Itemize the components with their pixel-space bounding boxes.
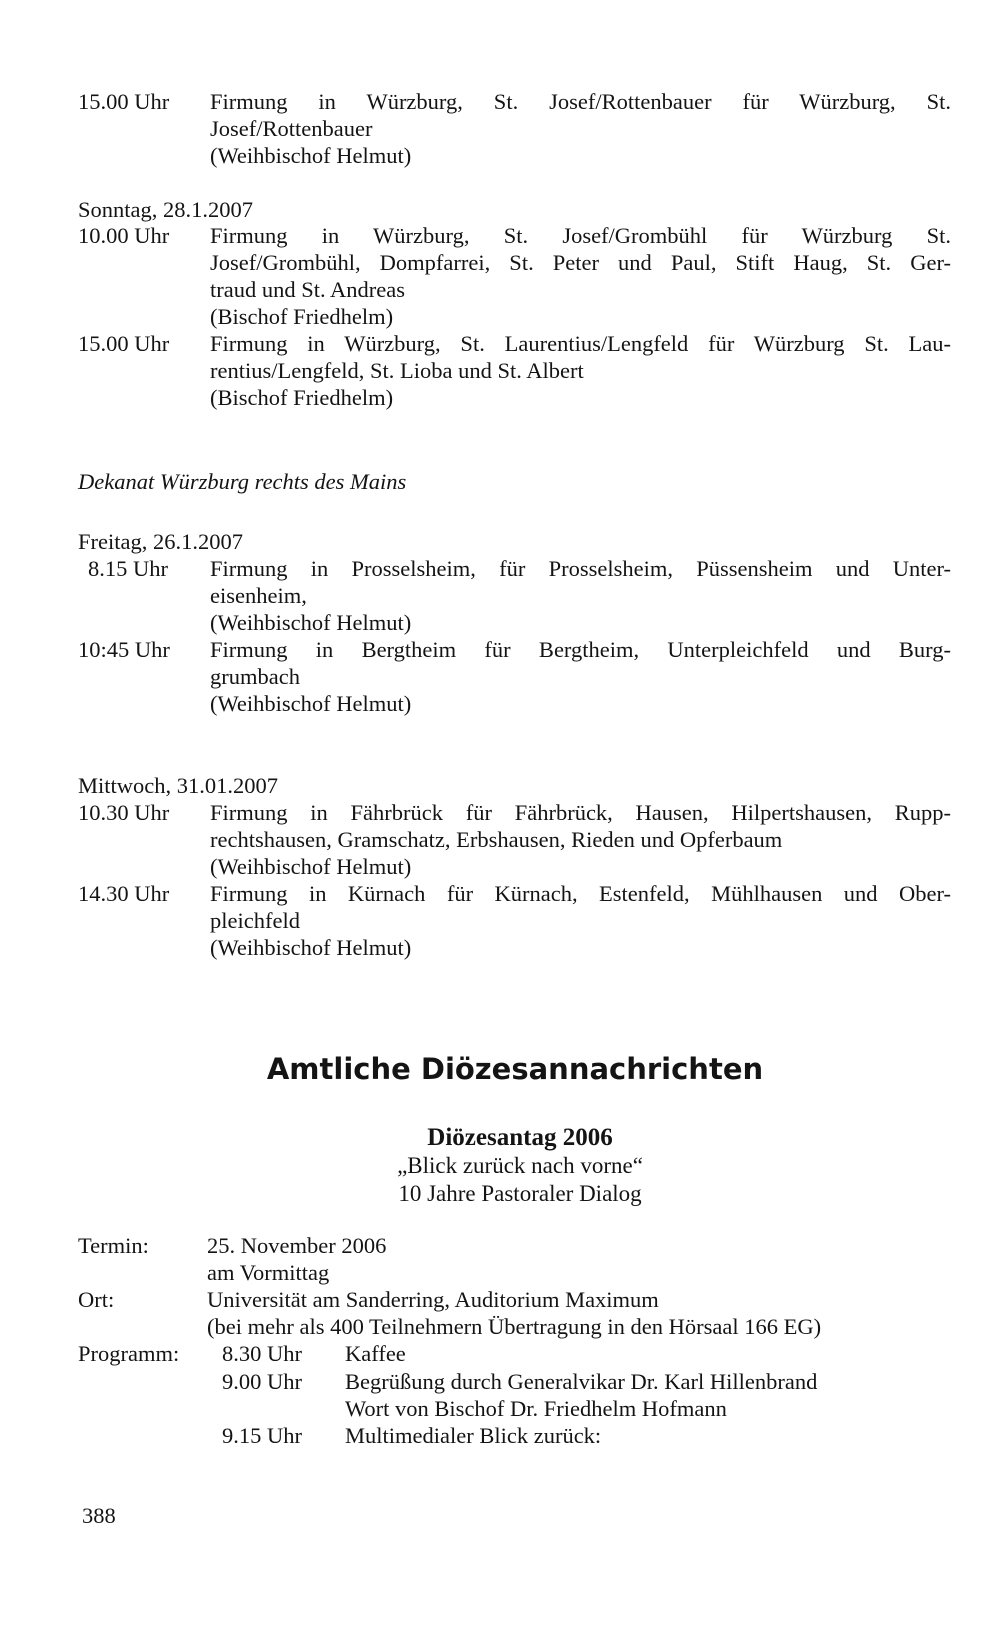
entry-line: Josef/Grombühl, Dompfarrei, St. Peter und Paul, Stift Haug, St. Ger-: [210, 250, 951, 275]
schedule-entry: [78, 88, 951, 169]
entry-line: Firmung in Würzburg, St. Josef/Rottenbauer für Würzburg, St.: [210, 89, 951, 114]
entry-time: 10.00 Uhr: [78, 223, 170, 248]
entry-line: Firmung in Kürnach für Kürnach, Estenfeld, Mühlhausen und Ober-: [210, 881, 951, 906]
programm-time: 9.15 Uhr: [222, 1423, 302, 1448]
entry-line: (Bischof Friedhelm): [210, 304, 394, 329]
entry-line: (Weihbischof Helmut): [210, 935, 412, 960]
info-value: 25. November 2006: [207, 1233, 387, 1258]
programm-text: Begrüßung durch Generalvikar Dr. Karl Hillenbrand: [345, 1369, 818, 1394]
entry-time: 8.15 Uhr: [88, 556, 168, 581]
entry-line: (Weihbischof Helmut): [210, 854, 412, 879]
entry-time: 10.30 Uhr: [78, 800, 170, 825]
entry-line: grumbach: [210, 664, 300, 689]
entry-time: 10:45 Uhr: [78, 637, 170, 662]
info-label: Ort:: [78, 1287, 115, 1312]
event-subtitle: „Blick zurück nach vorne“: [397, 1153, 643, 1178]
entry-line: rentius/Lengfeld, St. Lioba und St. Albert: [210, 358, 584, 383]
entry-time: 14.30 Uhr: [78, 881, 170, 906]
info-label: Programm:: [78, 1341, 180, 1366]
date-heading: Freitag, 26.1.2007: [78, 529, 243, 554]
date-heading: Mittwoch, 31.01.2007: [78, 773, 278, 798]
programm-time: 9.00 Uhr: [222, 1369, 302, 1394]
schedule-entry: [78, 799, 951, 880]
entry-line: (Weihbischof Helmut): [210, 143, 412, 168]
info-value: am Vormittag: [207, 1260, 330, 1285]
entry-line: Josef/Rottenbauer: [210, 116, 373, 141]
entry-text: [210, 555, 951, 636]
programm-text: Multimedialer Blick zurück:: [345, 1423, 602, 1448]
entry-text: [210, 222, 951, 330]
entry-time: 15.00 Uhr: [78, 89, 170, 114]
schedule-entry: [78, 636, 951, 717]
entry-text: [210, 799, 951, 880]
programm-text: Wort von Bischof Dr. Friedhelm Hofmann: [345, 1396, 727, 1421]
section-title: Amtliche Diözesannachrichten: [266, 1052, 764, 1086]
entry-line: (Weihbischof Helmut): [210, 691, 412, 716]
entry-line: Firmung in Würzburg, St. Laurentius/Lengfeld für Würzburg St. Lau-: [210, 331, 951, 356]
schedule-entry: [78, 555, 951, 636]
entry-line: traud und St. Andreas: [210, 277, 405, 302]
programm-text: Kaffee: [345, 1341, 406, 1366]
page-number: 388: [82, 1503, 116, 1528]
entry-text: [210, 636, 951, 717]
entry-line: (Weihbischof Helmut): [210, 610, 412, 635]
schedule-entry: [78, 880, 951, 961]
info-value: (bei mehr als 400 Teilnehmern Übertragung in den Hörsaal 166 EG): [207, 1314, 822, 1339]
event-title: Diözesantag 2006: [427, 1124, 613, 1151]
entry-line: rechtshausen, Gramschatz, Erbshausen, Rieden und Opferbaum: [210, 827, 783, 852]
entry-line: pleichfeld: [210, 908, 300, 933]
programm-time: 8.30 Uhr: [222, 1341, 302, 1366]
entry-line: Firmung in Fährbrück für Fährbrück, Hausen, Hilpertshausen, Rupp-: [210, 800, 951, 825]
entry-text: [210, 330, 951, 411]
entry-text: [210, 88, 951, 169]
schedule-entry: [78, 330, 951, 411]
entry-line: eisenheim,: [210, 583, 307, 608]
entry-line: (Bischof Friedhelm): [210, 385, 394, 410]
entry-text: [210, 880, 951, 961]
entry-line: Firmung in Würzburg, St. Josef/Grombühl für Würzburg St.: [210, 223, 951, 248]
entry-line: Firmung in Bergtheim für Bergtheim, Unterpleichfeld und Burg-: [210, 637, 951, 662]
entry-line: Firmung in Prosselsheim, für Prosselsheim, Püssensheim und Unter-: [210, 556, 951, 581]
entry-time: 15.00 Uhr: [78, 331, 170, 356]
date-heading: Sonntag, 28.1.2007: [78, 197, 254, 222]
schedule-entry: [78, 222, 951, 330]
section-heading: Dekanat Würzburg rechts des Mains: [78, 469, 407, 494]
info-label: Termin:: [78, 1233, 149, 1258]
info-value: Universität am Sanderring, Auditorium Maximum: [207, 1287, 659, 1312]
event-subtitle-2: 10 Jahre Pastoraler Dialog: [398, 1181, 642, 1206]
